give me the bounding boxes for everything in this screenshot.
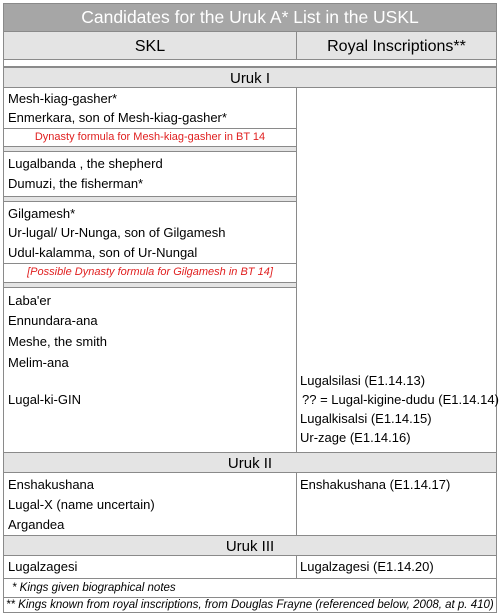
header-spacer [4,60,496,67]
footnote-biographical: * Kings given biographical notes [12,582,176,594]
royal-inscription: Lugalkisalsi (E1.14.15) [300,411,432,426]
column-divider [296,556,297,578]
royal-inscription: Ur-zage (E1.14.16) [300,430,411,445]
skl-king: Enshakushana [8,477,95,492]
skl-king: Ennundara-ana [8,313,98,328]
group-separator [4,282,296,288]
column-divider [296,88,297,452]
royal-inscription: ?? = Lugal-kigine-dudu (E1.14.14) [302,392,499,407]
royal-inscription: Lugalzagesi (E1.14.20) [300,559,434,574]
skl-king: Dumuzi, the fisherman* [8,176,144,191]
skl-king: Lugal-ki-GIN [8,392,81,407]
royal-inscription: Enshakushana (E1.14.17) [300,477,451,492]
skl-king: Laba'er [8,293,51,308]
skl-king: Mesh-kiag-gasher* [8,91,118,106]
skl-king: Udul-kalamma, son of Ur-Nungal [8,245,198,260]
skl-king: Lugalzagesi [8,559,78,574]
group-separator [4,196,296,202]
royal-inscription: Lugalsilasi (E1.14.13) [300,373,426,388]
section-band-uruk-2: Uruk II [4,452,496,473]
divider [4,128,296,129]
skl-king: Enmerkara, son of Mesh-kiag-gasher* [8,110,227,125]
skl-king: Argandea [8,517,65,532]
section-band-uruk-1: Uruk I [4,67,496,88]
footnote-royal-inscriptions: ** Kings known from royal inscriptions, from Douglas Frayne (referenced below, 2008, at p. 410) [6,599,494,611]
skl-king: Gilgamesh* [8,206,76,221]
divider [4,263,296,264]
candidates-table [3,3,497,613]
column-header-skl: SKL [4,31,297,60]
skl-king: Melim-ana [8,355,69,370]
dynasty-formula-note: Dynasty formula for Mesh-kiag-gasher in BT 14 [34,131,266,143]
column-divider [296,473,297,535]
divider [4,578,496,579]
group-separator [4,146,296,152]
section-band-uruk-3: Uruk III [4,535,496,556]
skl-king: Lugal-X (name uncertain) [8,497,155,512]
skl-king: Lugalbanda , the shepherd [8,156,163,171]
skl-king: Ur-lugal/ Ur-Nunga, son of Gilgamesh [8,225,226,240]
possible-dynasty-formula-note: [Possible Dynasty formula for Gilgamesh in BT 14] [27,266,273,278]
skl-king: Meshe, the smith [8,334,107,349]
table-title: Candidates for the Uruk A* List in the USKL [4,4,496,31]
column-header-royal-inscriptions: Royal Inscriptions** [297,31,496,60]
